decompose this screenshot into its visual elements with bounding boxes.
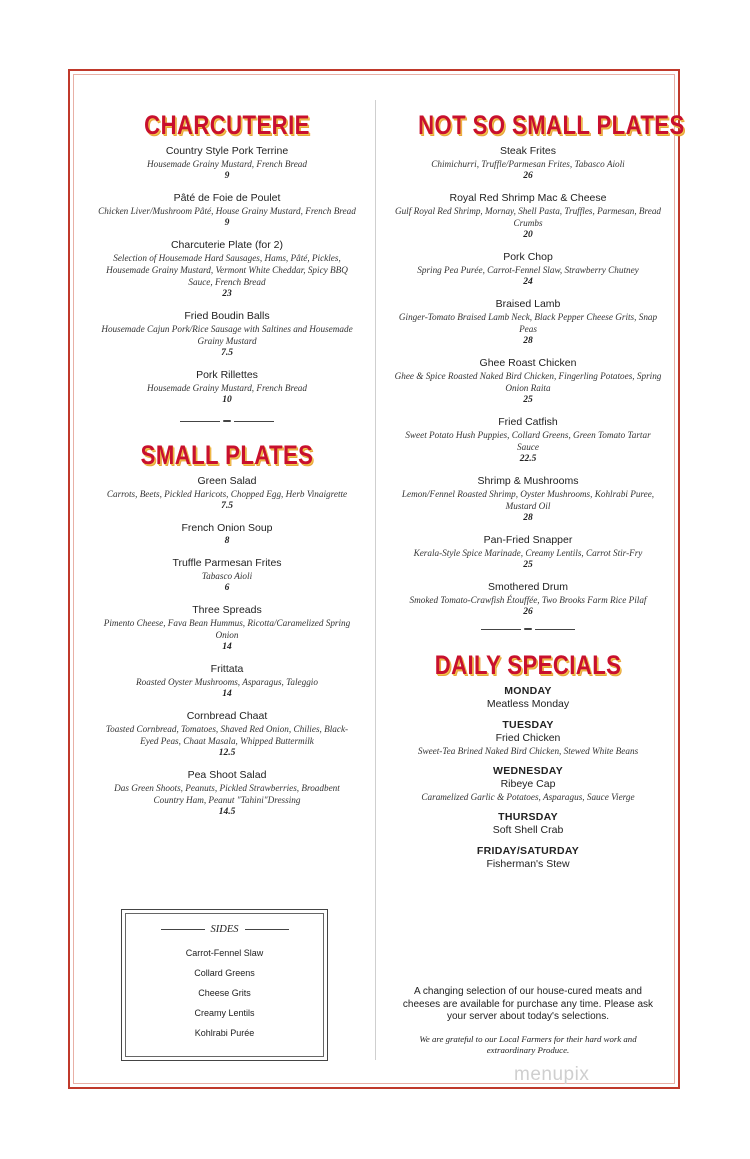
not-so-small-plates-heading: NOT SO SMALL PLATES (418, 110, 685, 140)
menu-item (98, 192, 356, 229)
special-day: TUESDAY (502, 719, 554, 731)
item-price: 22.5 (519, 454, 537, 464)
watermark: menupix (514, 1064, 590, 1085)
item-name: Three Spreads (192, 604, 262, 616)
menu-item (394, 192, 662, 241)
farmers-thanks: We are grateful to our Local Farmers for their hard work and extraordinary Produce. (419, 1033, 637, 1055)
item-price: 6 (224, 583, 230, 593)
daily-special (394, 765, 662, 803)
item-name: Fried Boudin Balls (184, 310, 270, 322)
side-item: Collard Greens (194, 968, 255, 978)
sides-inner-border (125, 913, 324, 1057)
ornament-divider (394, 628, 662, 630)
item-name: Pork Chop (503, 251, 553, 263)
column-divider (375, 100, 376, 1060)
right-column (394, 104, 685, 879)
item-price: 20 (523, 230, 533, 240)
special-day: FRIDAY/SATURDAY (476, 845, 580, 857)
item-name: Charcuterie Plate (for 2) (170, 239, 284, 251)
item-name: Royal Red Shrimp Mac & Cheese (449, 192, 607, 204)
small-plates-list (98, 475, 356, 818)
item-price: 7.5 (221, 348, 233, 358)
item-name: Shrimp & Mushrooms (477, 475, 579, 487)
item-name: Ghee Roast Chicken (479, 357, 577, 369)
item-description: Lemon/Fennel Roasted Shrimp, Oyster Mushrooms, Kohlrabi Puree, Mustard Oil (401, 489, 655, 511)
item-name: Pea Shoot Salad (187, 769, 267, 781)
menu-item (98, 769, 356, 818)
item-description: Gulf Royal Red Shrimp, Mornay, Shell Pasta, Truffles, Parmesan, Bread Crumbs (394, 206, 662, 228)
item-description: Housemade Grainy Mustard, French Bread (147, 383, 307, 393)
item-name: Pan-Fried Snapper (483, 534, 573, 546)
item-description: Housemade Cajun Pork/Rice Sausage with Saltines and Housemade Grainy Mustard (101, 324, 353, 346)
item-description: Das Green Shoots, Peanuts, Pickled Strawberries, Broadbent Country Ham, Peanut "Tahini"Dressing (114, 783, 340, 805)
item-description: Roasted Oyster Mushrooms, Asparagus, Taleggio (136, 677, 318, 687)
item-price: 24 (523, 277, 533, 287)
menu-item (394, 251, 662, 288)
special-description: Sweet-Tea Brined Naked Bird Chicken, Stewed White Beans (417, 746, 639, 756)
left-column (98, 104, 356, 828)
item-price: 14 (222, 689, 232, 699)
item-description: Chicken Liver/Mushroom Pâté, House Grainy Mustard, French Bread (98, 206, 356, 216)
sides-box (121, 909, 328, 1061)
special-name: Fried Chicken (495, 732, 561, 744)
item-name: Fried Catfish (498, 416, 558, 428)
item-description: Carrots, Beets, Pickled Haricots, Chopped Egg, Herb Vinaigrette (106, 489, 348, 499)
special-day: MONDAY (504, 685, 552, 697)
item-name: Steak Frites (499, 145, 557, 157)
item-description: Kerala-Style Spice Marinade, Creamy Lentils, Carrot Stir-Fry (413, 548, 643, 558)
side-item: Creamy Lentils (194, 1008, 255, 1018)
item-description: Toasted Cornbread, Tomatoes, Shaved Red Onion, Chilies, Black-Eyed Peas, Chaat Masala, Whipped Buttermilk (105, 724, 349, 746)
special-day: WEDNESDAY (493, 765, 563, 777)
sides-title: SIDES (210, 924, 239, 935)
daily-special (394, 719, 662, 757)
menu-item (98, 310, 356, 359)
item-price: 25 (523, 395, 533, 405)
item-price: 10 (222, 395, 232, 405)
item-description: Chimichurri, Truffle/Parmesan Frites, Tabasco Aioli (431, 159, 625, 169)
menu-item (394, 534, 662, 571)
daily-special (394, 845, 662, 871)
menu-item (394, 416, 662, 465)
item-price: 28 (523, 513, 533, 523)
item-price: 14.5 (218, 807, 236, 817)
special-name: Fisherman's Stew (486, 858, 570, 870)
item-description: Ghee & Spice Roasted Naked Bird Chicken, Fingerling Potatoes, Spring Onion Raita (394, 371, 662, 393)
special-day: THURSDAY (498, 811, 558, 823)
menu-item (98, 475, 356, 512)
item-price: 26 (523, 607, 533, 617)
item-description: Pimento Cheese, Fava Bean Hummus, Ricotta/Caramelized Spring Onion (103, 618, 351, 640)
side-item: Carrot-Fennel Slaw (185, 948, 264, 958)
menu-item (394, 581, 662, 618)
menu-item (98, 710, 356, 759)
charcuterie-list (98, 145, 356, 406)
footer-notes (400, 986, 656, 1057)
item-name: Pork Rillettes (196, 369, 258, 381)
side-item: Kohlrabi Purée (194, 1028, 255, 1038)
item-name: Smothered Drum (488, 581, 568, 593)
special-name: Ribeye Cap (500, 778, 556, 790)
item-price: 12.5 (218, 748, 236, 758)
special-name: Soft Shell Crab (492, 824, 564, 836)
daily-special (394, 811, 662, 837)
item-name: Green Salad (197, 475, 257, 487)
not-so-small-plates-list (394, 145, 662, 618)
menu-item (98, 369, 356, 406)
item-name: Truffle Parmesan Frites (172, 557, 282, 569)
special-name: Meatless Monday (486, 698, 570, 710)
menu-item (98, 663, 356, 700)
item-price: 8 (224, 536, 230, 546)
item-name: French Onion Soup (181, 522, 273, 534)
item-price: 14 (222, 642, 232, 652)
menu-item (98, 145, 356, 182)
charcuterie-heading: CHARCUTERIE (144, 110, 310, 140)
item-name: Cornbread Chaat (186, 710, 268, 722)
menu-item (394, 145, 662, 182)
item-price: 7.5 (221, 501, 233, 511)
special-description: Caramelized Garlic & Potatoes, Asparagus, Sauce Vierge (421, 792, 635, 802)
menu-item (394, 298, 662, 347)
item-name: Country Style Pork Terrine (165, 145, 289, 157)
item-description: Smoked Tomato-Crawfish Étouffée, Two Brooks Farm Rice Pilaf (409, 595, 647, 605)
item-name: Pâté de Foie de Poulet (173, 192, 281, 204)
menu-item (98, 557, 356, 594)
menu-item (394, 357, 662, 406)
menu-item (394, 475, 662, 524)
item-description: Selection of Housemade Hard Sausages, Hams, Pâté, Pickles, Housemade Grainy Mustard, Vermont White Cheddar, Spicy BBQ Sauce, French Bread (106, 253, 348, 287)
item-description: Spring Pea Purée, Carrot-Fennel Slaw, Strawberry Chutney (417, 265, 639, 275)
item-price: 23 (222, 289, 232, 299)
item-name: Braised Lamb (495, 298, 561, 310)
menu-item (98, 522, 356, 547)
item-description: Tabasco Aioli (201, 571, 253, 581)
item-description: Housemade Grainy Mustard, French Bread (147, 159, 307, 169)
item-price: 26 (523, 171, 533, 181)
side-item: Cheese Grits (198, 988, 251, 998)
item-price: 28 (523, 336, 533, 346)
daily-specials-heading: DAILY SPECIALS (434, 650, 622, 680)
item-description: Ginger-Tomato Braised Lamb Neck, Black Pepper Cheese Grits, Snap Peas (398, 312, 658, 334)
item-price: 9 (224, 218, 230, 228)
item-price: 25 (523, 560, 533, 570)
menu-item (98, 604, 356, 653)
ornament-divider (98, 420, 356, 422)
item-description: Sweet Potato Hush Puppies, Collard Greens, Green Tomato Tartar Sauce (405, 430, 651, 452)
small-plates-heading: SMALL PLATES (140, 440, 314, 470)
daily-special (394, 685, 662, 711)
item-price: 9 (224, 171, 230, 181)
menu-item (98, 239, 356, 300)
daily-specials-list (394, 685, 662, 871)
item-name: Frittata (210, 663, 244, 675)
house-cured-note: A changing selection of our house-cured meats and cheeses are available for purchase any time. Please ask your server about today's selections. (402, 986, 654, 1022)
